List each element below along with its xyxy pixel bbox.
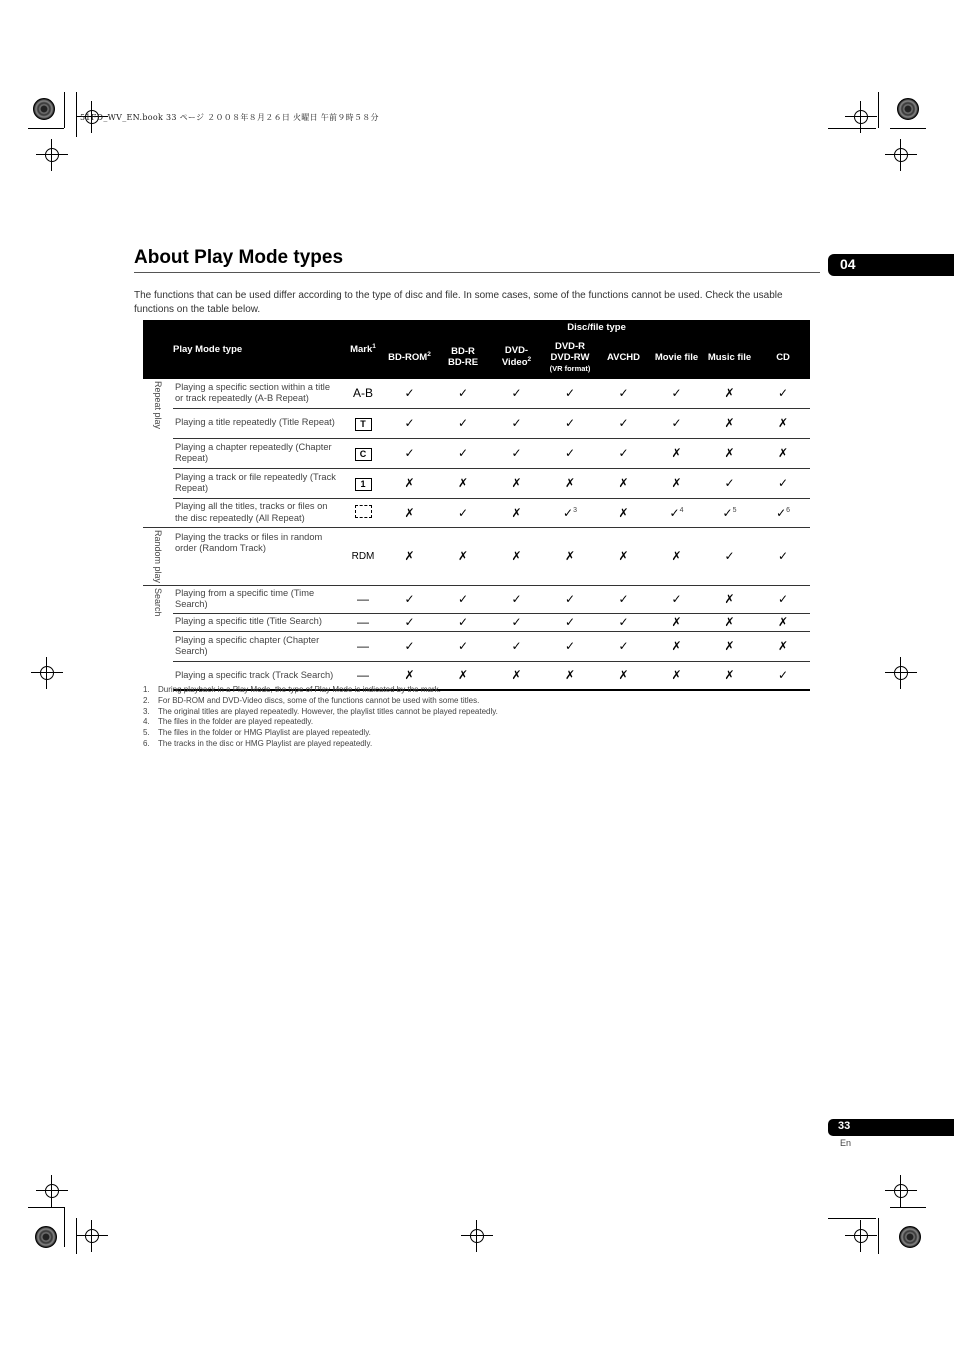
cell-avchd: ✓ bbox=[597, 379, 650, 408]
cell-dvd-video: ✗ bbox=[490, 661, 543, 690]
table-row bbox=[143, 585, 810, 613]
cell-cd: ✗ bbox=[756, 438, 810, 468]
table-row bbox=[143, 438, 810, 468]
table-row bbox=[143, 468, 810, 498]
cell-bd-rom: ✓ bbox=[383, 631, 436, 661]
cell-dvd-video: ✓ bbox=[490, 408, 543, 438]
header-movie-file: Movie file bbox=[650, 335, 703, 379]
cell-bd-rom: ✗ bbox=[383, 498, 436, 527]
cell-movie-file: ✗ bbox=[650, 468, 703, 498]
table-row bbox=[143, 613, 810, 631]
row-description: Playing a title repeatedly (Title Repeat) bbox=[173, 408, 343, 438]
row-description: Playing from a specific time (Time Search) bbox=[173, 585, 343, 613]
cell-movie-file: ✗ bbox=[650, 613, 703, 631]
table-row bbox=[143, 379, 810, 408]
cell-dvd-video: ✓ bbox=[490, 379, 543, 408]
cell-cd: ✓ bbox=[756, 661, 810, 690]
registration-mark-icon bbox=[851, 1226, 871, 1246]
cell-bd-rom: ✗ bbox=[383, 468, 436, 498]
footnote: 3. The original titles are played repeatedly. However, the playlist titles cannot be played repeatedly. bbox=[143, 706, 498, 716]
cell-dvd-r: ✓ bbox=[543, 585, 597, 613]
registration-mark-icon bbox=[891, 1181, 911, 1201]
cell-cd: ✓ bbox=[756, 379, 810, 408]
title-repeat-icon: T bbox=[355, 418, 372, 431]
track-repeat-icon: 1 bbox=[355, 478, 372, 491]
cell-music-file: ✗ bbox=[703, 661, 756, 690]
cell-music-file: ✗ bbox=[703, 379, 756, 408]
header-dvd-r: DVD-R DVD-RW (VR format) bbox=[543, 335, 597, 379]
cell-music-file: ✗ bbox=[703, 631, 756, 661]
header-cd: CD bbox=[756, 335, 810, 379]
footnote: 2. For BD-ROM and DVD-Video discs, some of the functions cannot be used with some titles. bbox=[143, 695, 480, 705]
cell-dvd-r: ✓ bbox=[543, 631, 597, 661]
header-bd-r: BD-R BD-RE bbox=[436, 335, 490, 379]
registration-disc-icon bbox=[897, 98, 919, 120]
cell-avchd: ✓ bbox=[597, 438, 650, 468]
footnote: 4. The files in the folder are played repeatedly. bbox=[143, 717, 314, 727]
footnote: 5. The files in the folder or HMG Playlist are played repeatedly. bbox=[143, 728, 371, 738]
cell-movie-file: ✗ bbox=[650, 661, 703, 690]
registration-mark-icon bbox=[851, 107, 871, 127]
page-language: En bbox=[840, 1138, 852, 1148]
footnote: 6. The tracks in the disc or HMG Playlist are played repeatedly. bbox=[143, 738, 373, 748]
row-description: Playing a specific chapter (Chapter Search) bbox=[173, 631, 343, 661]
cell-avchd: ✗ bbox=[597, 468, 650, 498]
registration-mark-icon bbox=[891, 145, 911, 165]
cell-dvd-r: ✓ bbox=[543, 613, 597, 631]
cell-bd-r: ✓ bbox=[436, 408, 490, 438]
cell-bd-rom: ✗ bbox=[383, 661, 436, 690]
cell-cd: ✓ bbox=[756, 468, 810, 498]
header-music-file: Music file bbox=[703, 335, 756, 379]
table-row bbox=[143, 498, 810, 527]
table-row bbox=[143, 527, 810, 585]
cell-bd-rom: ✓ bbox=[383, 379, 436, 408]
cell-bd-r: ✓ bbox=[436, 585, 490, 613]
cell-avchd: ✓ bbox=[597, 613, 650, 631]
title-rule bbox=[134, 272, 820, 273]
footnotes bbox=[143, 685, 498, 750]
cell-avchd: ✓ bbox=[597, 631, 650, 661]
row-description: Playing a specific track (Track Search) bbox=[173, 661, 343, 690]
play-mode-table bbox=[143, 320, 810, 691]
registration-disc-icon bbox=[33, 98, 55, 120]
random-mark-icon: RDM bbox=[343, 527, 383, 585]
cell-avchd: ✗ bbox=[597, 498, 650, 527]
cell-bd-rom: ✓ bbox=[383, 585, 436, 613]
row-description: Playing the tracks or files in random order (Random Track) bbox=[173, 527, 343, 585]
group-search: Search bbox=[143, 585, 173, 690]
cell-movie-file: ✓ bbox=[650, 379, 703, 408]
cell-bd-rom: ✗ bbox=[383, 527, 436, 585]
header-play-mode-type: Play Mode type bbox=[173, 320, 343, 379]
cell-dvd-r: ✗ bbox=[543, 661, 597, 690]
cell-dvd-video: ✗ bbox=[490, 468, 543, 498]
cell-music-file: ✓$^5$ bbox=[703, 498, 756, 527]
registration-mark-icon bbox=[891, 663, 911, 683]
row-description: Playing a specific section within a title or track repeatedly (A-B Repeat) bbox=[173, 379, 343, 408]
footnote: 1. During playback in a Play Mode, the type of Play Mode is indicated by the mark. bbox=[143, 685, 441, 694]
registration-mark-icon bbox=[42, 145, 62, 165]
cell-bd-r: ✓ bbox=[436, 613, 490, 631]
cell-music-file: ✗ bbox=[703, 585, 756, 613]
cell-dvd-video: ✓ bbox=[490, 631, 543, 661]
print-header: 51FD_WV_EN.book 33 ページ ２００８年８月２６日 火曜日 午前９時５８分 bbox=[80, 113, 379, 122]
cell-music-file: ✓ bbox=[703, 527, 756, 585]
cell-dvd-video: ✗ bbox=[490, 498, 543, 527]
header-mark: Mark$^1$ bbox=[343, 320, 383, 379]
cell-movie-file: ✓ bbox=[650, 585, 703, 613]
cell-dvd-video: ✗ bbox=[490, 527, 543, 585]
row-description: Playing a specific title (Title Search) bbox=[173, 613, 343, 631]
cell-movie-file: ✗ bbox=[650, 438, 703, 468]
cell-bd-rom: ✓ bbox=[383, 438, 436, 468]
registration-mark-icon bbox=[82, 1226, 102, 1246]
row-description: Playing a chapter repeatedly (Chapter Repeat) bbox=[173, 438, 343, 468]
header-dvd-video: DVD- Video$^2$ bbox=[490, 335, 543, 379]
cell-cd: ✓ bbox=[756, 527, 810, 585]
cell-bd-r: ✗ bbox=[436, 468, 490, 498]
cell-movie-file: ✗ bbox=[650, 631, 703, 661]
registration-mark-icon bbox=[42, 1181, 62, 1201]
page-number: 33 bbox=[828, 1119, 954, 1136]
registration-disc-icon bbox=[35, 1226, 57, 1248]
cell-music-file: ✗ bbox=[703, 438, 756, 468]
registration-mark-icon bbox=[467, 1226, 487, 1246]
mark-ab-icon: A-B bbox=[343, 379, 383, 408]
registration-disc-icon bbox=[899, 1226, 921, 1248]
cell-bd-r: ✓ bbox=[436, 438, 490, 468]
table-row bbox=[143, 408, 810, 438]
cell-movie-file: ✓$^4$ bbox=[650, 498, 703, 527]
cell-movie-file: ✓ bbox=[650, 408, 703, 438]
cell-bd-r: ✓ bbox=[436, 379, 490, 408]
header-spacer bbox=[143, 320, 173, 379]
cell-bd-rom: ✓ bbox=[383, 408, 436, 438]
cell-dvd-r: ✗ bbox=[543, 527, 597, 585]
chapter-tab: 04 bbox=[828, 254, 954, 276]
cell-avchd: ✗ bbox=[597, 661, 650, 690]
cell-dvd-video: ✓ bbox=[490, 585, 543, 613]
cell-bd-r: ✗ bbox=[436, 527, 490, 585]
cell-cd: ✗ bbox=[756, 408, 810, 438]
no-mark: — bbox=[343, 661, 383, 690]
no-mark: — bbox=[343, 631, 383, 661]
cell-dvd-r: ✓$^3$ bbox=[543, 498, 597, 527]
no-mark: — bbox=[343, 585, 383, 613]
group-random-play: Random play bbox=[143, 527, 173, 585]
cell-dvd-r: ✓ bbox=[543, 408, 597, 438]
all-repeat-icon bbox=[355, 505, 372, 518]
cell-avchd: ✓ bbox=[597, 585, 650, 613]
registration-mark-icon bbox=[37, 663, 57, 683]
cell-avchd: ✗ bbox=[597, 527, 650, 585]
row-description: Playing all the titles, tracks or files on the disc repeatedly (All Repeat) bbox=[173, 498, 343, 527]
cell-dvd-r: ✓ bbox=[543, 379, 597, 408]
cell-cd: ✓ bbox=[756, 585, 810, 613]
cell-cd: ✗ bbox=[756, 613, 810, 631]
cell-avchd: ✓ bbox=[597, 408, 650, 438]
intro-paragraph: The functions that can be used differ according to the type of disc and file. In some cases, some of the functions cannot be used. Check the usable functions on the table below. bbox=[134, 290, 783, 315]
header-avchd: AVCHD bbox=[597, 335, 650, 379]
cell-dvd-video: ✓ bbox=[490, 613, 543, 631]
cell-bd-rom: ✓ bbox=[383, 613, 436, 631]
header-bd-rom: BD-ROM$^2$ bbox=[383, 335, 436, 379]
chapter-repeat-icon: C bbox=[355, 448, 372, 461]
no-mark: — bbox=[343, 613, 383, 631]
cell-bd-r: ✓ bbox=[436, 498, 490, 527]
group-repeat-play: Repeat play bbox=[153, 381, 163, 430]
table-row bbox=[143, 631, 810, 661]
cell-cd: ✗ bbox=[756, 631, 810, 661]
section-title: About Play Mode types bbox=[134, 247, 344, 268]
cell-dvd-r: ✓ bbox=[543, 438, 597, 468]
cell-movie-file: ✗ bbox=[650, 527, 703, 585]
cell-music-file: ✓ bbox=[703, 468, 756, 498]
row-description: Playing a track or file repeatedly (Track Repeat) bbox=[173, 468, 343, 498]
cell-bd-r: ✓ bbox=[436, 631, 490, 661]
cell-dvd-video: ✓ bbox=[490, 438, 543, 468]
cell-music-file: ✗ bbox=[703, 613, 756, 631]
cell-dvd-r: ✗ bbox=[543, 468, 597, 498]
cell-music-file: ✗ bbox=[703, 408, 756, 438]
cell-bd-r: ✗ bbox=[436, 661, 490, 690]
cell-cd: ✓$^6$ bbox=[756, 498, 810, 527]
header-disc-file-type: Disc/file type bbox=[383, 320, 810, 335]
